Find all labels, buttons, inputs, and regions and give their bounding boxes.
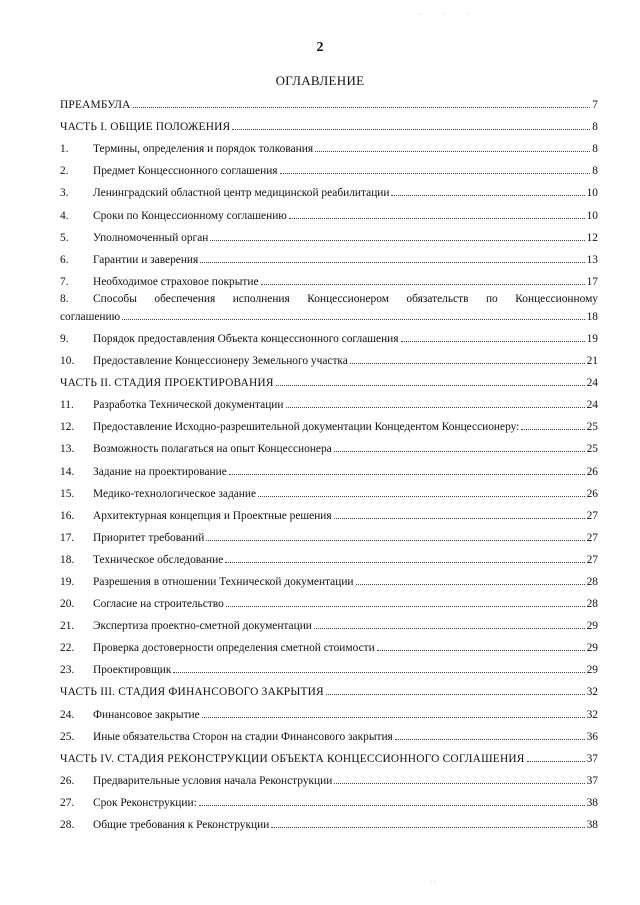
- toc-entry-number: 10.: [60, 355, 75, 368]
- toc-page-number: 8: [592, 143, 598, 156]
- toc-part-title: ЧАСТЬ IV. СТАДИЯ РЕКОНСТРУКЦИИ ОБЪЕКТА КОНЦЕССИОННОГО СОГЛАШЕНИЯ: [60, 752, 525, 765]
- toc-leader-dots: [280, 173, 591, 174]
- toc-entry-number: 1.: [60, 143, 69, 156]
- toc-leader-dots: [232, 129, 590, 130]
- toc-leader-dots: [289, 218, 585, 219]
- toc-entry-title: Порядок предоставления Объекта концессионного соглашения: [93, 332, 399, 345]
- toc-entry-title: Срок Реконструкции:: [93, 796, 197, 809]
- toc-entry-number: 23.: [60, 664, 75, 677]
- toc-entry[interactable]: [60, 482, 598, 504]
- toc-entry[interactable]: [60, 248, 598, 270]
- toc-entry-number: 22.: [60, 642, 75, 655]
- toc-entry-title: Проверка достоверности определения сметной стоимости: [93, 642, 375, 655]
- toc-entry-number: 16.: [60, 509, 75, 522]
- toc-part-heading[interactable]: [60, 747, 598, 769]
- toc-entry[interactable]: [60, 725, 598, 747]
- toc-entry-title: Разработка Технической документации: [93, 399, 284, 412]
- toc-page-number: 19: [586, 332, 598, 345]
- toc-entry-number: 17.: [60, 531, 75, 544]
- toc-page-number: 26: [586, 487, 598, 500]
- toc-entry-number: 9.: [60, 332, 69, 345]
- toc-entry-title: Предварительные условия начала Реконструкции: [93, 774, 333, 787]
- toc-entry[interactable]: [60, 813, 598, 835]
- toc-entry[interactable]: [60, 658, 598, 680]
- toc-entry-title-continued: соглашению: [60, 310, 121, 323]
- toc-entry[interactable]: [60, 791, 598, 813]
- toc-entry[interactable]: [60, 592, 598, 614]
- toc-leader-dots: [356, 584, 585, 585]
- toc-entry[interactable]: [60, 636, 598, 658]
- toc-entry-number: 12.: [60, 421, 75, 434]
- toc-entry[interactable]: [60, 181, 598, 203]
- toc-entry-number: 20.: [60, 598, 75, 611]
- toc-leader-dots: [199, 805, 585, 806]
- toc-page-number: 27: [586, 531, 598, 544]
- toc-page-number: 21: [586, 355, 598, 368]
- toc-entry[interactable]: [60, 570, 598, 592]
- toc-entry-title: Необходимое страховое покрытие: [93, 275, 259, 288]
- toc-entry-title: Приоритет требований: [93, 531, 205, 544]
- toc-entry[interactable]: [60, 437, 598, 459]
- toc-leader-dots: [276, 385, 585, 386]
- toc-entry-title: Согласие на строительство: [93, 598, 224, 611]
- toc-page-number: 12: [586, 231, 598, 244]
- toc-entry-title: Финансовое закрытие: [93, 708, 200, 721]
- toc-title: ОГЛАВЛЕНИЕ: [275, 73, 365, 88]
- toc-entry-number: 4.: [60, 209, 69, 222]
- toc-part-heading[interactable]: [60, 93, 598, 115]
- toc-entry-number: 3.: [60, 187, 69, 200]
- toc-entry-title: Архитектурная концепция и Проектные решения: [93, 509, 332, 522]
- toc-page-number: 29: [586, 620, 598, 633]
- toc-entry-number: 7.: [60, 275, 69, 288]
- toc-page-number: 36: [586, 730, 598, 743]
- page-number: 2: [316, 40, 324, 55]
- toc-leader-dots: [200, 262, 584, 263]
- toc-page-number: 24: [586, 399, 598, 412]
- toc-leader-dots: [206, 540, 584, 541]
- toc-entry-number: 24.: [60, 708, 75, 721]
- toc-leader-dots: [261, 284, 585, 285]
- toc-leader-dots: [521, 429, 584, 430]
- toc-page-number: 25: [586, 421, 598, 434]
- toc-entry-title: Экспертиза проектно-сметной документации: [93, 620, 312, 633]
- toc-page-number: 8: [592, 165, 598, 178]
- toc-entry-title: Предмет Концессионного соглашения: [93, 165, 278, 178]
- toc-entry[interactable]: [60, 415, 598, 437]
- toc-page-number: 32: [586, 708, 598, 721]
- toc-page-number: 28: [586, 575, 598, 588]
- scan-marks: · · ·: [418, 10, 480, 19]
- toc-leader-dots: [258, 496, 585, 497]
- toc-entry[interactable]: [60, 459, 598, 481]
- toc-entry-title: Проектировщик: [93, 664, 172, 677]
- toc-entry-title: Общие требования к Реконструкции: [93, 819, 270, 831]
- toc-part-title: ЧАСТЬ III. СТАДИЯ ФИНАНСОВОГО ЗАКРЫТИЯ: [60, 686, 324, 699]
- toc-entry[interactable]: [60, 548, 598, 570]
- toc-page-number: 10: [586, 209, 598, 222]
- toc-page-number: 17: [586, 275, 598, 288]
- toc-page-number: 38: [586, 819, 598, 831]
- toc-entry-number: 25.: [60, 730, 75, 743]
- toc-leader-dots: [271, 827, 584, 828]
- toc-leader-dots: [334, 451, 585, 452]
- toc-entry-title: Гарантии и заверения: [93, 253, 199, 266]
- toc-page-number: 24: [586, 377, 598, 390]
- toc-page-number: 28: [586, 598, 598, 611]
- toc-entry[interactable]: [60, 504, 598, 526]
- toc-leader-dots: [334, 783, 584, 784]
- toc-leader-dots: [315, 151, 590, 152]
- toc-page-number: 13: [586, 253, 598, 266]
- toc-page-number: 10: [586, 187, 598, 200]
- toc-entry-number: 13.: [60, 443, 75, 456]
- toc-leader-dots: [225, 562, 584, 563]
- toc-entry[interactable]: [60, 614, 598, 636]
- toc-leader-dots: [391, 195, 584, 196]
- toc-leader-dots: [334, 518, 585, 519]
- toc-entry-title: Предоставление Исходно-разрешительной документации Концедентом Концессионеру:: [93, 421, 520, 434]
- toc-part-title: ЧАСТЬ II. СТАДИЯ ПРОЕКТИРОВАНИЯ: [60, 377, 274, 390]
- toc-page-number: 37: [586, 774, 598, 787]
- toc-entry[interactable]: [60, 203, 598, 225]
- toc-entry-number: 6.: [60, 253, 69, 266]
- toc-leader-dots: [286, 407, 585, 408]
- toc-leader-dots: [173, 672, 584, 673]
- toc-entry[interactable]: [60, 526, 598, 548]
- toc-entry[interactable]: [60, 349, 598, 371]
- toc-page-number: 32: [586, 686, 598, 699]
- table-of-contents: [60, 93, 598, 835]
- toc-entry-number: 15.: [60, 487, 75, 500]
- toc-entry-title: Ленинградский областной центр медицинской реабилитации: [93, 187, 390, 200]
- toc-page-number: 25: [586, 443, 598, 456]
- toc-part-title: ЧАСТЬ I. ОБЩИЕ ПОЛОЖЕНИЯ: [60, 121, 231, 134]
- scan-marks-bottom: : :: [430, 878, 436, 886]
- toc-leader-dots: [401, 341, 585, 342]
- toc-leader-dots: [527, 761, 585, 762]
- toc-leader-dots: [229, 474, 585, 475]
- toc-page-number: 8: [592, 121, 598, 134]
- toc-entry-title: Уполномоченный орган: [93, 231, 209, 244]
- toc-leader-dots: [226, 606, 585, 607]
- toc-page-number: 37: [586, 752, 598, 765]
- toc-entry-title: Задание на проектирование: [93, 465, 227, 478]
- toc-page-number: 27: [586, 509, 598, 522]
- toc-entry-title: Медико-технологическое задание: [93, 487, 257, 500]
- toc-page-number: 29: [586, 664, 598, 677]
- toc-leader-dots: [210, 240, 584, 241]
- toc-leader-dots: [326, 694, 585, 695]
- toc-entry[interactable]: [60, 769, 598, 791]
- toc-entry-number: 28.: [60, 819, 75, 831]
- toc-page-number: 29: [586, 642, 598, 655]
- toc-entry[interactable]: [60, 226, 598, 248]
- toc-entry-number: 5.: [60, 231, 69, 244]
- toc-entry-number: 11.: [60, 399, 74, 412]
- toc-entry-number: 14.: [60, 465, 75, 478]
- toc-entry-title: Предоставление Концессионеру Земельного участка: [93, 355, 348, 368]
- toc-entry-number: 18.: [60, 553, 75, 566]
- toc-leader-dots: [395, 739, 585, 740]
- toc-page-number: 26: [586, 465, 598, 478]
- toc-entry[interactable]: [60, 393, 598, 415]
- toc-entry-title: Сроки по Концессионному соглашению: [93, 209, 287, 222]
- toc-page-number: 27: [586, 553, 598, 566]
- toc-entry[interactable]: [60, 137, 598, 159]
- toc-entry-title: Возможность полагаться на опыт Концессионера: [93, 443, 332, 456]
- toc-page-number: 7: [592, 99, 598, 112]
- toc-part-heading[interactable]: [60, 371, 598, 393]
- toc-entry-number: 8.: [60, 292, 69, 305]
- toc-entry-title: Техническое обследование: [93, 553, 224, 566]
- toc-entry-number: 19.: [60, 575, 75, 588]
- toc-entry-title: Термины, определения и порядок толкования: [93, 143, 314, 156]
- toc-entry-number: 27.: [60, 796, 75, 809]
- toc-leader-dots: [314, 628, 585, 629]
- toc-leader-dots: [377, 650, 585, 651]
- toc-part-heading[interactable]: [60, 680, 598, 702]
- toc-leader-dots: [133, 107, 591, 108]
- toc-entry-title: Способы обеспечения исполнения Концессионером обязательств по Концессионному: [93, 292, 598, 305]
- toc-entry-number: 26.: [60, 774, 75, 787]
- toc-entry-title: Иные обязательства Сторон на стадии Финансового закрытия: [93, 730, 393, 743]
- toc-part-heading[interactable]: [60, 115, 598, 137]
- toc-entry-title: Разрешения в отношении Технической документации: [93, 575, 354, 588]
- toc-entry[interactable]: [60, 270, 598, 292]
- toc-part-title: ПРЕАМБУЛА: [60, 99, 131, 112]
- toc-entry-number: 21.: [60, 620, 75, 633]
- toc-entry[interactable]: [60, 702, 598, 724]
- toc-entry[interactable]: [60, 327, 598, 349]
- toc-leader-dots: [202, 717, 585, 718]
- toc-entry[interactable]: [60, 292, 598, 327]
- toc-leader-dots: [350, 363, 585, 364]
- toc-leader-dots: [122, 319, 584, 320]
- toc-entry[interactable]: [60, 159, 598, 181]
- toc-page-number: 18: [586, 310, 598, 323]
- toc-entry-number: 2.: [60, 165, 69, 178]
- toc-page-number: 38: [586, 796, 598, 809]
